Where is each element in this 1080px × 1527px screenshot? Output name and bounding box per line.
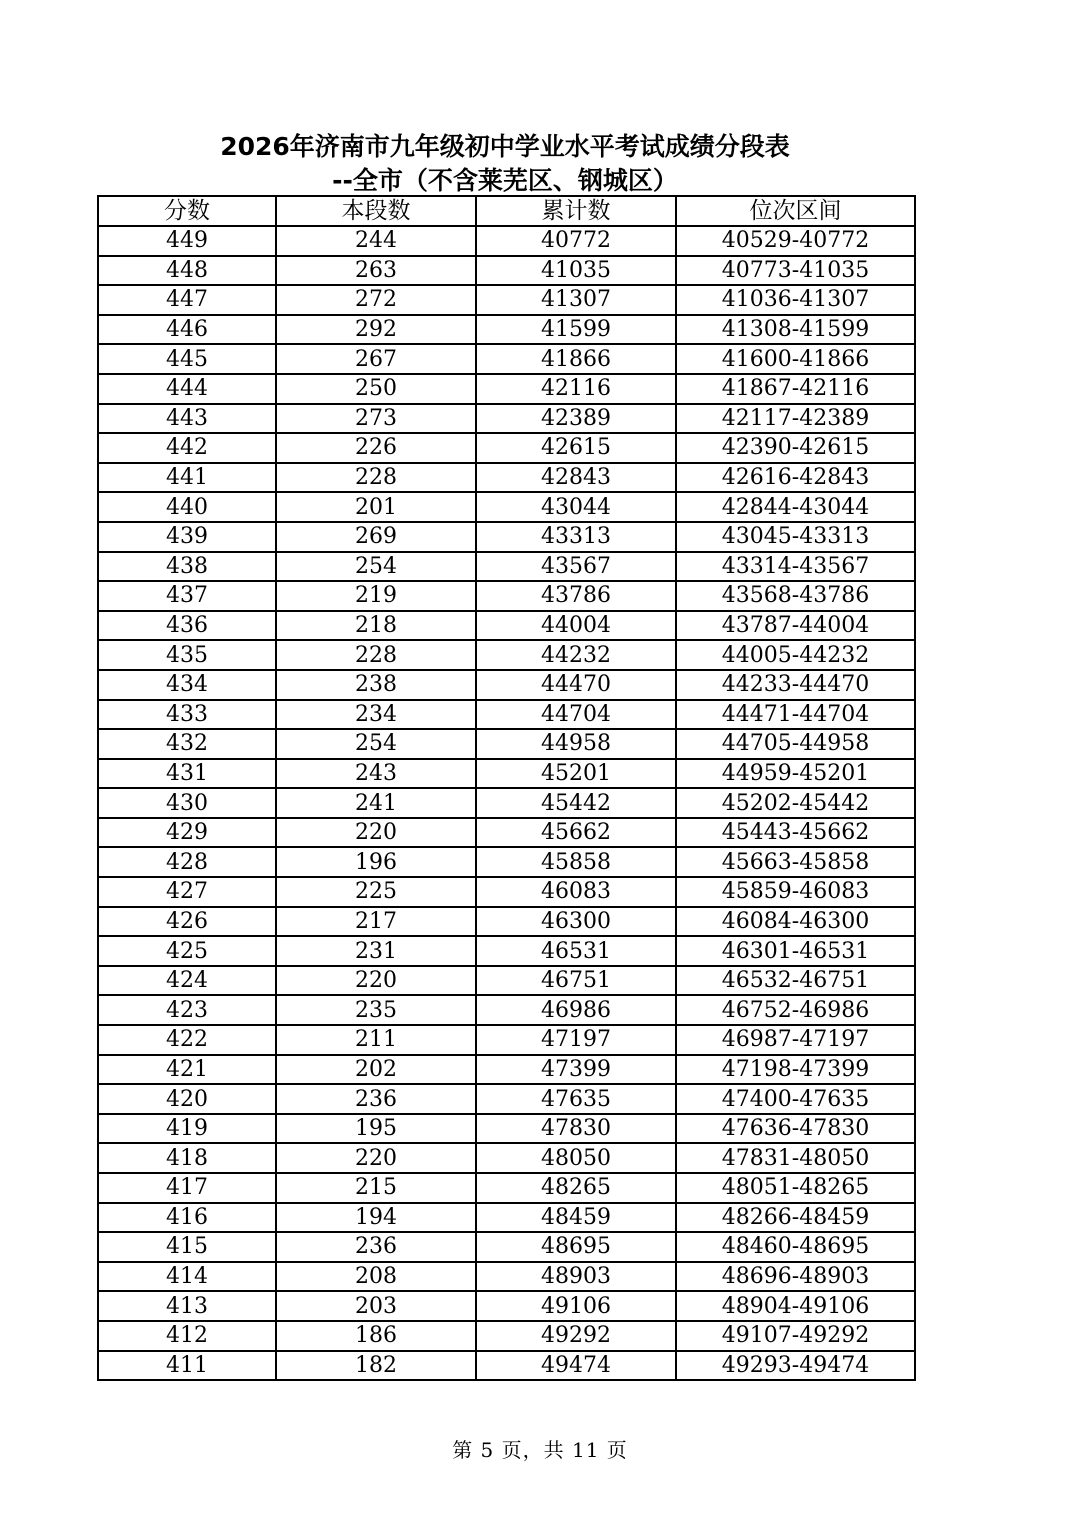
rank-range-cell: 46301-46531: [676, 936, 915, 966]
table-row: [98, 581, 915, 611]
segment-count-cell: 244: [276, 226, 476, 256]
rank-range-cell: 45663-45858: [676, 847, 915, 877]
score-cell: 422: [98, 1025, 276, 1055]
segment-count-cell: 236: [276, 1232, 476, 1262]
segment-count-cell: 203: [276, 1291, 476, 1321]
score-cell: 433: [98, 700, 276, 730]
cumulative-cell: 45201: [476, 759, 676, 789]
rank-range-cell: 45202-45442: [676, 788, 915, 818]
table-row: [98, 1232, 915, 1262]
cumulative-cell: 44704: [476, 700, 676, 730]
segment-count-cell: 269: [276, 522, 476, 552]
segment-count-cell: 273: [276, 404, 476, 434]
rank-range-cell: 48051-48265: [676, 1173, 915, 1203]
score-cell: 430: [98, 788, 276, 818]
rank-range-cell: 42616-42843: [676, 463, 915, 493]
rank-range-cell: 43787-44004: [676, 611, 915, 641]
segment-count-cell: 231: [276, 936, 476, 966]
segment-count-cell: 225: [276, 877, 476, 907]
score-cell: 413: [98, 1291, 276, 1321]
table-row: [98, 1203, 915, 1233]
table-header-row: [98, 196, 915, 226]
segment-count-cell: 201: [276, 492, 476, 522]
table-row: [98, 1173, 915, 1203]
rank-range-cell: 41036-41307: [676, 285, 915, 315]
segment-count-cell: 250: [276, 374, 476, 404]
score-cell: 418: [98, 1143, 276, 1173]
segment-count-cell: 218: [276, 611, 476, 641]
cumulative-cell: 42843: [476, 463, 676, 493]
score-cell: 424: [98, 966, 276, 996]
segment-count-cell: 238: [276, 670, 476, 700]
cumulative-cell: 43313: [476, 522, 676, 552]
cumulative-cell: 46986: [476, 995, 676, 1025]
score-cell: 438: [98, 552, 276, 582]
segment-count-cell: 194: [276, 1203, 476, 1233]
score-cell: 449: [98, 226, 276, 256]
cumulative-cell: 44958: [476, 729, 676, 759]
score-cell: 440: [98, 492, 276, 522]
score-cell: 411: [98, 1351, 276, 1381]
score-cell: 426: [98, 907, 276, 937]
score-cell: 446: [98, 315, 276, 345]
cumulative-cell: 46300: [476, 907, 676, 937]
segment-count-cell: 220: [276, 818, 476, 848]
score-cell: 431: [98, 759, 276, 789]
score-cell: 427: [98, 877, 276, 907]
page-footer: 第 5 页，共 11 页: [452, 1438, 628, 1462]
column-header-cumulative: 累计数: [476, 196, 676, 226]
table-row: [98, 847, 915, 877]
rank-range-cell: 41308-41599: [676, 315, 915, 345]
score-cell: 441: [98, 463, 276, 493]
segment-count-cell: 267: [276, 344, 476, 374]
rank-range-cell: 42844-43044: [676, 492, 915, 522]
score-cell: 437: [98, 581, 276, 611]
segment-count-cell: 243: [276, 759, 476, 789]
score-table: [97, 195, 916, 1381]
rank-range-cell: 47198-47399: [676, 1055, 915, 1085]
cumulative-cell: 49474: [476, 1351, 676, 1381]
rank-range-cell: 49293-49474: [676, 1351, 915, 1381]
cumulative-cell: 47399: [476, 1055, 676, 1085]
table-row: [98, 611, 915, 641]
segment-count-cell: 228: [276, 463, 476, 493]
table-row: [98, 1114, 915, 1144]
rank-range-cell: 44959-45201: [676, 759, 915, 789]
rank-range-cell: 44705-44958: [676, 729, 915, 759]
score-cell: 435: [98, 640, 276, 670]
segment-count-cell: 211: [276, 1025, 476, 1055]
rank-range-cell: 48460-48695: [676, 1232, 915, 1262]
rank-range-cell: 41867-42116: [676, 374, 915, 404]
table-row: [98, 492, 915, 522]
cumulative-cell: 42615: [476, 433, 676, 463]
table-row: [98, 995, 915, 1025]
table-row: [98, 315, 915, 345]
segment-count-cell: 236: [276, 1084, 476, 1114]
cumulative-cell: 49292: [476, 1321, 676, 1351]
table-row: [98, 818, 915, 848]
segment-count-cell: 272: [276, 285, 476, 315]
cumulative-cell: 44232: [476, 640, 676, 670]
score-cell: 414: [98, 1262, 276, 1292]
table-row: [98, 966, 915, 996]
segment-count-cell: 186: [276, 1321, 476, 1351]
table-row: [98, 522, 915, 552]
segment-count-cell: 234: [276, 700, 476, 730]
table-row: [98, 759, 915, 789]
cumulative-cell: 45442: [476, 788, 676, 818]
segment-count-cell: 226: [276, 433, 476, 463]
cumulative-cell: 46531: [476, 936, 676, 966]
table-row: [98, 433, 915, 463]
segment-count-cell: 220: [276, 1143, 476, 1173]
score-cell: 429: [98, 818, 276, 848]
table-row: [98, 640, 915, 670]
cumulative-cell: 42389: [476, 404, 676, 434]
score-cell: 436: [98, 611, 276, 641]
rank-range-cell: 46532-46751: [676, 966, 915, 996]
rank-range-cell: 46752-46986: [676, 995, 915, 1025]
segment-count-cell: 263: [276, 256, 476, 286]
rank-range-cell: 44233-44470: [676, 670, 915, 700]
segment-count-cell: 254: [276, 729, 476, 759]
table-row: [98, 1351, 915, 1381]
table-row: [98, 552, 915, 582]
rank-range-cell: 48696-48903: [676, 1262, 915, 1292]
table-row: [98, 877, 915, 907]
cumulative-cell: 45858: [476, 847, 676, 877]
cumulative-cell: 41307: [476, 285, 676, 315]
segment-count-cell: 220: [276, 966, 476, 996]
table-row: [98, 463, 915, 493]
table-row: [98, 729, 915, 759]
table-body: [98, 226, 915, 1380]
score-cell: 428: [98, 847, 276, 877]
rank-range-cell: 48904-49106: [676, 1291, 915, 1321]
cumulative-cell: 49106: [476, 1291, 676, 1321]
table-row: [98, 256, 915, 286]
cumulative-cell: 46751: [476, 966, 676, 996]
rank-range-cell: 45443-45662: [676, 818, 915, 848]
cumulative-cell: 44004: [476, 611, 676, 641]
score-cell: 432: [98, 729, 276, 759]
table-row: [98, 1084, 915, 1114]
segment-count-cell: 235: [276, 995, 476, 1025]
cumulative-cell: 48050: [476, 1143, 676, 1173]
table-row: [98, 1291, 915, 1321]
rank-range-cell: 42390-42615: [676, 433, 915, 463]
table-row: [98, 226, 915, 256]
cumulative-cell: 48695: [476, 1232, 676, 1262]
segment-count-cell: 217: [276, 907, 476, 937]
table-row: [98, 907, 915, 937]
table-row: [98, 788, 915, 818]
cumulative-cell: 47635: [476, 1084, 676, 1114]
score-cell: 417: [98, 1173, 276, 1203]
segment-count-cell: 182: [276, 1351, 476, 1381]
cumulative-cell: 43567: [476, 552, 676, 582]
table-row: [98, 374, 915, 404]
rank-range-cell: 43045-43313: [676, 522, 915, 552]
page-title: 2026年济南市九年级初中学业水平考试成绩分段表: [220, 132, 790, 161]
score-cell: 416: [98, 1203, 276, 1233]
rank-range-cell: 45859-46083: [676, 877, 915, 907]
cumulative-cell: 41866: [476, 344, 676, 374]
cumulative-cell: 48903: [476, 1262, 676, 1292]
segment-count-cell: 195: [276, 1114, 476, 1144]
cumulative-cell: 43044: [476, 492, 676, 522]
score-cell: 421: [98, 1055, 276, 1085]
segment-count-cell: 219: [276, 581, 476, 611]
score-cell: 412: [98, 1321, 276, 1351]
rank-range-cell: 41600-41866: [676, 344, 915, 374]
score-cell: 439: [98, 522, 276, 552]
table-row: [98, 404, 915, 434]
segment-count-cell: 292: [276, 315, 476, 345]
cumulative-cell: 42116: [476, 374, 676, 404]
table-row: [98, 1055, 915, 1085]
rank-range-cell: 40529-40772: [676, 226, 915, 256]
rank-range-cell: 47636-47830: [676, 1114, 915, 1144]
score-cell: 419: [98, 1114, 276, 1144]
cumulative-cell: 41035: [476, 256, 676, 286]
rank-range-cell: 46987-47197: [676, 1025, 915, 1055]
column-header-rank-range: 位次区间: [676, 196, 915, 226]
segment-count-cell: 254: [276, 552, 476, 582]
rank-range-cell: 43568-43786: [676, 581, 915, 611]
table-row: [98, 700, 915, 730]
segment-count-cell: 228: [276, 640, 476, 670]
table-row: [98, 670, 915, 700]
segment-count-cell: 241: [276, 788, 476, 818]
table-row: [98, 344, 915, 374]
table-row: [98, 1143, 915, 1173]
score-cell: 445: [98, 344, 276, 374]
score-cell: 415: [98, 1232, 276, 1262]
cumulative-cell: 41599: [476, 315, 676, 345]
cumulative-cell: 40772: [476, 226, 676, 256]
cumulative-cell: 44470: [476, 670, 676, 700]
score-cell: 447: [98, 285, 276, 315]
rank-range-cell: 44471-44704: [676, 700, 915, 730]
rank-range-cell: 44005-44232: [676, 640, 915, 670]
cumulative-cell: 43786: [476, 581, 676, 611]
segment-count-cell: 196: [276, 847, 476, 877]
rank-range-cell: 47400-47635: [676, 1084, 915, 1114]
rank-range-cell: 42117-42389: [676, 404, 915, 434]
rank-range-cell: 40773-41035: [676, 256, 915, 286]
rank-range-cell: 47831-48050: [676, 1143, 915, 1173]
page-subtitle: --全市（不含莱芜区、钢城区）: [332, 166, 678, 195]
segment-count-cell: 202: [276, 1055, 476, 1085]
rank-range-cell: 49107-49292: [676, 1321, 915, 1351]
score-cell: 420: [98, 1084, 276, 1114]
cumulative-cell: 46083: [476, 877, 676, 907]
rank-range-cell: 43314-43567: [676, 552, 915, 582]
cumulative-cell: 45662: [476, 818, 676, 848]
column-header-segment-count: 本段数: [276, 196, 476, 226]
score-cell: 425: [98, 936, 276, 966]
rank-range-cell: 48266-48459: [676, 1203, 915, 1233]
score-cell: 448: [98, 256, 276, 286]
cumulative-cell: 47197: [476, 1025, 676, 1055]
cumulative-cell: 48265: [476, 1173, 676, 1203]
score-cell: 443: [98, 404, 276, 434]
score-cell: 423: [98, 995, 276, 1025]
cumulative-cell: 48459: [476, 1203, 676, 1233]
table-row: [98, 1025, 915, 1055]
score-cell: 434: [98, 670, 276, 700]
table-row: [98, 285, 915, 315]
column-header-score: 分数: [98, 196, 276, 226]
rank-range-cell: 46084-46300: [676, 907, 915, 937]
table-row: [98, 936, 915, 966]
table-row: [98, 1321, 915, 1351]
table-row: [98, 1262, 915, 1292]
score-cell: 442: [98, 433, 276, 463]
cumulative-cell: 47830: [476, 1114, 676, 1144]
segment-count-cell: 215: [276, 1173, 476, 1203]
score-cell: 444: [98, 374, 276, 404]
segment-count-cell: 208: [276, 1262, 476, 1292]
